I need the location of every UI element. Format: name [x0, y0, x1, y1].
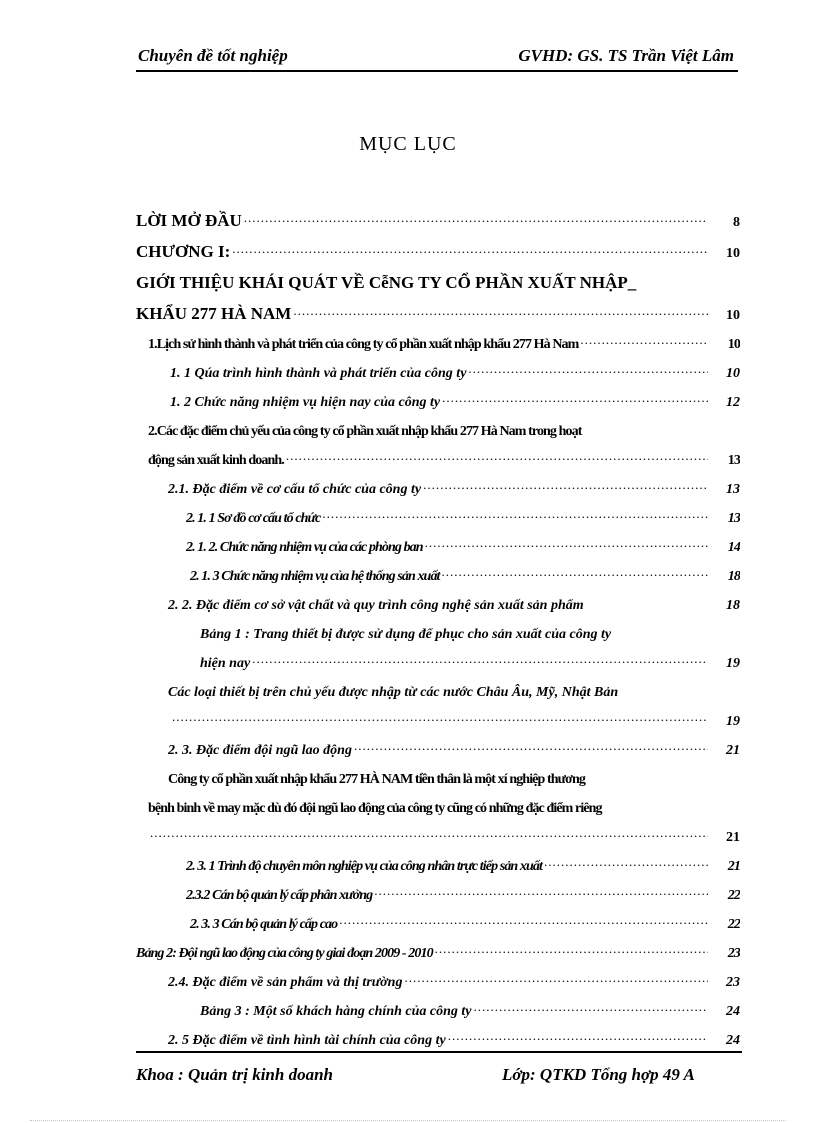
- toc-entry[interactable]: CHƯƠNG I: ..... 10: [136, 231, 740, 262]
- table-of-contents: [136, 200, 740, 1049]
- toc-entry[interactable]: 2.Các đặc điểm chủ yếu của công ty cổ phần xuất nhập khẩu 277 Hà Nam trong hoạt: [148, 424, 582, 439]
- toc-entry[interactable]: Công ty cổ phần xuất nhập khẩu 277 HÀ NAM tiền thân là một xí nghiệp thương: [168, 772, 585, 787]
- toc-entry[interactable]: Các loại thiết bị trên chủ yếu được nhập từ các nước Châu Âu, Mỹ, Nhật Bản: [168, 685, 619, 700]
- toc-entry[interactable]: 2. 3. Đặc điểm đội ngũ lao động ..... 21: [136, 730, 740, 759]
- toc-entry[interactable]: ..... 19: [136, 701, 740, 730]
- toc-entry[interactable]: động sản xuất kinh doanh. ..... 13: [136, 440, 740, 469]
- toc-entry[interactable]: 1.Lịch sử hình thành và phát triển của công ty cổ phần xuất nhập khẩu 277 Hà Nam ..... 10: [136, 324, 740, 353]
- toc-entry[interactable]: Bảng 3 : Một số khách hàng chính của công ty ..... 24: [136, 991, 740, 1020]
- toc-entry[interactable]: 2.3.2 Cán bộ quản lý cấp phân xưởng ..... 22: [136, 875, 740, 904]
- toc-entry[interactable]: hiện nay ..... 19: [136, 643, 740, 672]
- header-right: GVHD: GS. TS Trần Việt Lâm: [518, 46, 734, 65]
- toc-entry[interactable]: GIỚI THIỆU KHÁI QUÁT VỀ CễNG TY CỔ PHẦN XUẤT NHẬP_: [136, 273, 637, 292]
- toc-entry[interactable]: Bảng 1 : Trang thiết bị được sử dụng để phục cho sản xuất của công ty: [200, 627, 612, 642]
- toc-entry[interactable]: 2.1. Đặc điểm về cơ cấu tổ chức của công ty ..... 13: [136, 469, 740, 498]
- toc-entry[interactable]: 2. 5 Đặc điểm về tình hình tài chính của công ty ..... 24: [136, 1020, 740, 1049]
- footer-right: Lớp: QTKD Tổng hợp 49 A: [502, 1065, 695, 1084]
- toc-entry[interactable]: KHẨU 277 HÀ NAM ..... 10: [136, 293, 740, 324]
- toc-entry[interactable]: 2.4. Đặc điểm về sản phẩm và thị trường ..... 23: [136, 962, 740, 991]
- toc-entry[interactable]: 2. 3. 1 Trình độ chuyên môn nghiệp vụ của công nhân trực tiếp sản xuất ..... 21: [136, 846, 740, 875]
- toc-entry[interactable]: bệnh binh về may mặc dù đó đội ngũ lao động của công ty cũng có những đặc điểm riêng: [148, 801, 602, 816]
- toc-entry[interactable]: LỜI MỞ ĐẦU ..... 8: [136, 200, 740, 231]
- toc-entry[interactable]: 2. 2. Đặc điểm cơ sở vật chất và quy trình công nghệ sản xuất sản phẩm 18: [168, 598, 740, 613]
- header-left: Chuyên đề tốt nghiệp: [138, 46, 288, 65]
- toc-entry[interactable]: 2. 1. 2. Chức năng nhiệm vụ của các phòng ban ..... 14: [136, 527, 740, 556]
- toc-entry[interactable]: 1. 2 Chức năng nhiệm vụ hiện nay của công ty ..... 12: [136, 382, 740, 411]
- toc-entry[interactable]: 2. 1. 3 Chức năng nhiệm vụ của hệ thống sản xuất ..... 18: [136, 556, 740, 585]
- footer-left: Khoa : Quản trị kinh doanh: [136, 1065, 333, 1084]
- toc-entry[interactable]: 2. 1. 1 Sơ đồ cơ cấu tổ chức ..... 13: [136, 498, 740, 527]
- toc-entry[interactable]: 1. 1 Qúa trình hình thành và phát triển của công ty ..... 10: [136, 353, 740, 382]
- toc-entry[interactable]: 2. 3. 3 Cán bộ quản lý cấp cao ..... 22: [136, 904, 740, 933]
- page-title: MỤC LỤC: [359, 133, 457, 155]
- page-footer: [136, 1051, 742, 1093]
- toc-entry[interactable]: ..... 21: [136, 817, 740, 846]
- page-header: [136, 44, 738, 72]
- page-bottom-divider: [30, 1120, 786, 1121]
- toc-entry[interactable]: Bảng 2: Đội ngũ lao động của công ty giai đoạn 2009 - 2010 ..... 23: [136, 933, 740, 962]
